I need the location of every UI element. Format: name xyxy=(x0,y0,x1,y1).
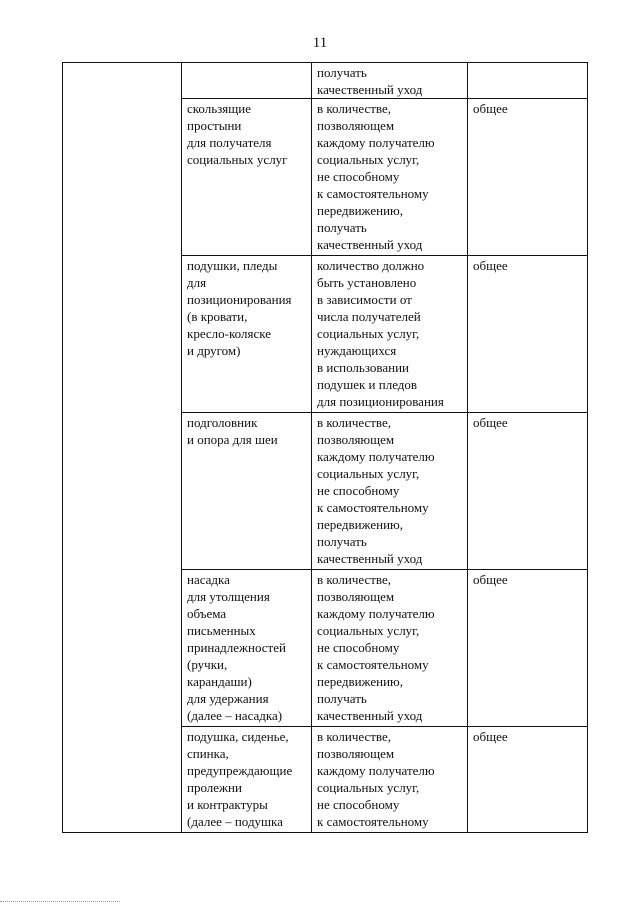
item-type-cell: общее xyxy=(468,99,588,256)
item-name-cell: подушка, сиденье, спинка, предупреждающие пролежни и контрактуры (далее – подушка xyxy=(182,727,312,833)
item-quantity-cell: количество должно быть установлено в зависимости от числа получателей социальных услуг, нуждающихся в использовании подушек и пледов для позиционирования xyxy=(312,256,468,413)
item-type-cell: общее xyxy=(468,256,588,413)
item-quantity-cell: в количестве, позволяющем каждому получателю социальных услуг, не способному к самостоятельному xyxy=(312,727,468,833)
page-number: 11 xyxy=(312,35,328,51)
item-name-cell: подушки, пледы для позиционирования (в кровати, кресло-коляске и другом) xyxy=(182,256,312,413)
item-quantity-cell: в количестве, позволяющем каждому получателю социальных услуг, не способному к самостоятельному передвижению, получать качественный уход xyxy=(312,570,468,727)
merged-left-cell xyxy=(63,63,182,833)
item-type-cell: общее xyxy=(468,570,588,727)
item-name-cell: подголовник и опора для шеи xyxy=(182,413,312,570)
item-quantity-cell: в количестве, позволяющем каждому получателю социальных услуг, не способному к самостоятельному передвижению, получать качественный уход xyxy=(312,99,468,256)
item-name-cell: скользящие простыни для получателя социальных услуг xyxy=(182,99,312,256)
item-type-cell xyxy=(468,63,588,99)
item-type-cell: общее xyxy=(468,727,588,833)
item-name-cell xyxy=(182,63,312,99)
item-quantity-cell: в количестве, позволяющем каждому получателю социальных услуг, не способному к самостоятельному передвижению, получать качественный уход xyxy=(312,413,468,570)
equipment-table xyxy=(62,62,588,833)
table-row xyxy=(63,63,588,99)
item-name-cell: насадка для утолщения объема письменных принадлежностей (ручки, карандаши) для удержания (далее – насадка) xyxy=(182,570,312,727)
item-quantity-cell: получать качественный уход xyxy=(312,63,468,99)
item-type-cell: общее xyxy=(468,413,588,570)
scan-edge-mark xyxy=(0,901,120,903)
